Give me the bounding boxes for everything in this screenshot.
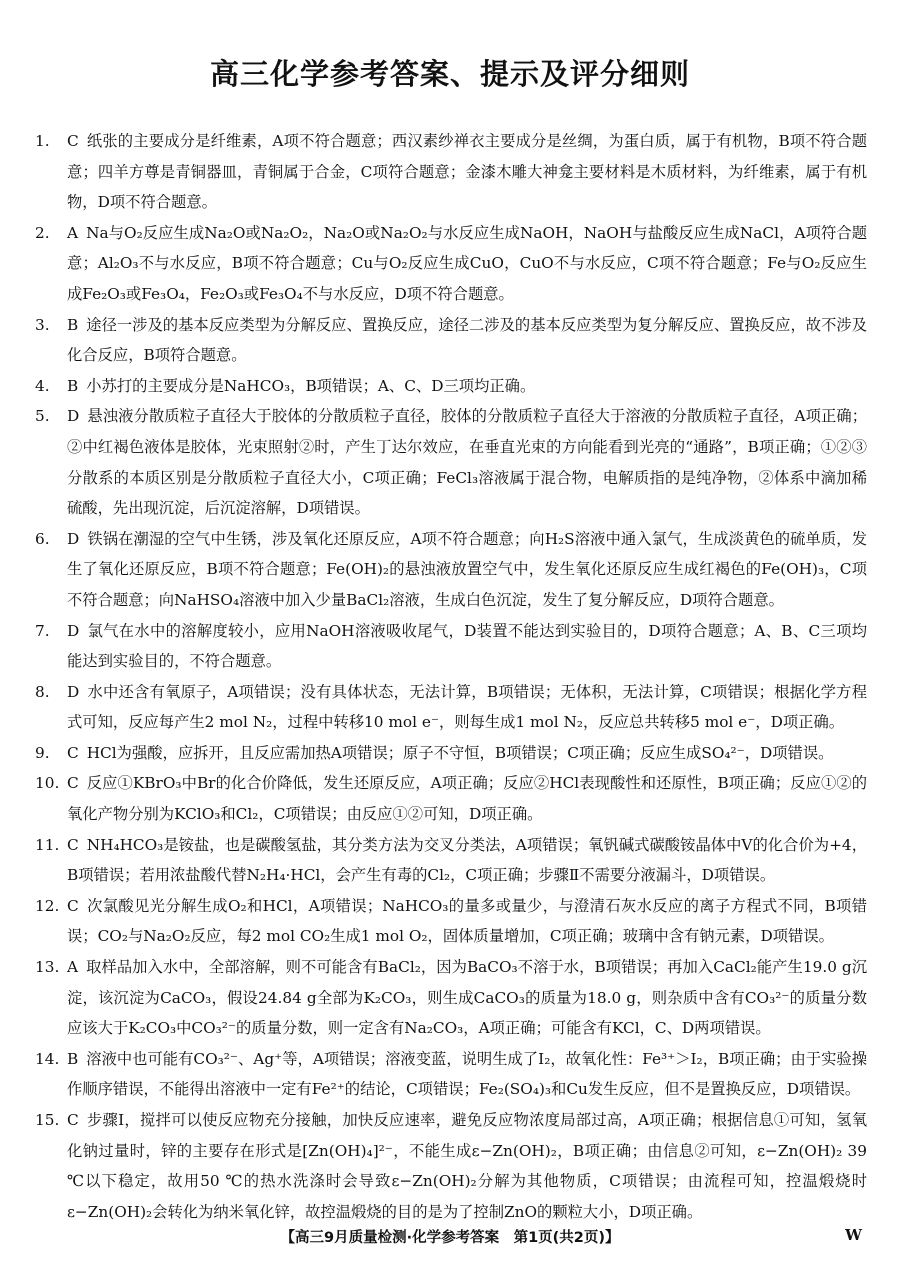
explanation-text: NH₄HCO₃是铵盐，也是碳酸氢盐，其分类方法为交叉分类法，A项错误；氧钒碱式碳酸铵晶体中V的化合价为+4，B项错误；若用浓盐酸代替N₂H₄·HCl，会产生有毒的Cl₂，C项正确；步骤Ⅱ不需要分液漏斗，D项错误。	[67, 835, 867, 885]
answer-letter: D	[67, 621, 80, 640]
question-number: 3.	[35, 315, 50, 334]
explanation-text: 小苏打的主要成分是NaHCO₃，B项错误；A、C、D三项均正确。	[86, 376, 536, 395]
question-number: 9.	[35, 743, 50, 762]
answer-letter: A	[67, 223, 79, 242]
answer-letter: C	[67, 1111, 79, 1129]
answer-item	[35, 1105, 867, 1227]
answer-item	[35, 401, 867, 523]
explanation-text: 铁锅在潮湿的空气中生锈，涉及氧化还原反应，A项不符合题意；向H₂S溶液中通入氯气，生成淡黄色的硫单质，发生了氧化还原反应，B项不符合题意；Fe(OH)₂的悬浊液放置空气中，发生氧化还原反应生成红褐色的Fe(OH)₃，C项不符合题意；向NaHSO₄溶液中加入少量BaCl₂溶液，生成白色沉淀，发生了复分解反应，D项符合题意。	[67, 529, 867, 609]
answer-letter: A	[67, 958, 79, 977]
explanation-text: 溶液中也可能有CO₃²⁻、Ag⁺等，A项错误；溶液变蓝，说明生成了I₂，故氧化性：Fe³⁺＞I₂，B项正确；由于实验操作顺序错误，不能得出溶液中一定有Fe²⁺的结论，C项错误；Fe₂(SO₄)₃和Cu发生反应，但不是置换反应，D项错误。	[67, 1049, 867, 1099]
page-title: 高三化学参考答案、提示及评分细则	[209, 57, 690, 91]
answer-letter: B	[67, 315, 79, 334]
question-number: 6.	[35, 529, 50, 548]
answer-letter: D	[67, 529, 80, 548]
question-number: 13.	[35, 958, 60, 977]
question-number: 4.	[35, 376, 50, 395]
explanation-text: 水中还含有氧原子，A项错误；没有具体状态，无法计算，B项错误；无体积，无法计算，C项错误；根据化学方程式可知，反应每产生2 mol N₂，过程中转移10 mol e⁻，则每生成1 mol N₂，反应总共转移5 mol e⁻，D项正确。	[67, 682, 867, 732]
explanation-text: 反应①KBrO₃中Br的化合价降低，发生还原反应，A项正确；反应②HCl表现酸性和还原性，B项正确；反应①②的氧化产物分别为KClO₃和Cl₂，C项错误；由反应①②可知，D项正确。	[67, 774, 867, 824]
answer-letter: C	[67, 774, 79, 793]
answer-item	[35, 768, 867, 829]
answer-letter: C	[67, 743, 79, 762]
explanation-text: 步骤Ⅰ，搅拌可以使反应物充分接触，加快反应速率，避免反应物浓度局部过高，A项正确；根据信息①可知，氢氧化钠过量时，锌的主要存在形式是[Zn(OH)₄]²⁻，不能生成ε−Zn(OH)₂，B项正确；由信息②可知，ε−Zn(OH)₂ 39 ℃以下稳定，故用50 ℃的热水洗涤时会导致ε−Zn(OH)₂分解为其他物质，C项错误；由流程可知，控温煅烧时ε−Zn(OH)₂会转化为纳米氧化锌，故控温煅烧的目的是为了控制ZnO的颗粒大小，D项正确。	[67, 1111, 867, 1221]
footer-mark: W	[845, 1226, 862, 1244]
answer-item	[35, 830, 867, 891]
question-number: 8.	[35, 682, 50, 701]
explanation-text: 悬浊液分散质粒子直径大于胶体的分散质粒子直径，胶体的分散质粒子直径大于溶液的分散质粒子直径，A项正确；②中红褐色液体是胶体，光束照射②时，产生丁达尔效应，在垂直光束的方向能看到光亮的“通路”，B项正确；①②③分散系的本质区别是分散质粒子直径大小，C项正确；FeCl₃溶液属于混合物，电解质指的是纯净物，②体系中滴加稀硫酸，先出现沉淀，后沉淀溶解，D项错误。	[67, 407, 867, 518]
answer-item	[35, 218, 867, 310]
answer-letter: D	[67, 682, 80, 701]
question-number: 7.	[35, 621, 50, 640]
answer-letter: B	[67, 1049, 79, 1068]
answer-letter: C	[67, 132, 79, 150]
answer-letter: D	[67, 407, 80, 426]
answer-item	[35, 371, 867, 402]
explanation-text: 氯气在水中的溶解度较小，应用NaOH溶液吸收尾气，D装置不能达到实验目的，D项符合题意；A、B、C三项均能达到实验目的，不符合题意。	[67, 621, 867, 671]
question-number: 14.	[35, 1049, 60, 1068]
explanation-text: 取样品加入水中，全部溶解，则不可能含有BaCl₂，因为BaCO₃不溶于水，B项错误；再加入CaCl₂能产生19.0 g沉淀，该沉淀为CaCO₃，假设24.84 g全部为K₂CO₃，则生成CaCO₃的质量为18.0 g，则杂质中含有CO₃²⁻的质量分数应该大于K₂CO₃中CO₃²⁻的质量分数，则一定含有Na₂CO₃，A项正确；可能含有KCl，C、D两项错误。	[67, 958, 867, 1038]
question-number: 15.	[35, 1111, 60, 1129]
answer-list	[35, 126, 867, 1227]
answer-item	[35, 126, 867, 218]
answer-item	[35, 616, 867, 677]
page-footer: 【高三9月质量检测·化学参考答案 第1页(共2页)】	[280, 1230, 620, 1246]
question-number: 2.	[35, 223, 50, 242]
explanation-text: Na与O₂反应生成Na₂O或Na₂O₂，Na₂O或Na₂O₂与水反应生成NaOH，NaOH与盐酸反应生成NaCl，A项符合题意；Al₂O₃不与水反应，B项不符合题意；Cu与O₂反应生成CuO，CuO不与水反应，C项不符合题意；Fe与O₂反应生成Fe₂O₃或Fe₃O₄，Fe₂O₃或Fe₃O₄不与水反应，D项不符合题意。	[67, 223, 867, 303]
answer-item	[35, 738, 867, 769]
question-number: 1.	[35, 132, 50, 150]
answer-item	[35, 1044, 867, 1105]
question-number: 10.	[35, 774, 60, 793]
explanation-text: 纸张的主要成分是纤维素，A项不符合题意；西汉素纱禅衣主要成分是丝绸，为蛋白质，属于有机物，B项不符合题意；四羊方尊是青铜器皿，青铜属于合金，C项符合题意；金漆木雕大神龛主要材料是木质材料，为纤维素，属于有机物，D项不符合题意。	[67, 132, 867, 212]
answer-letter: B	[67, 376, 79, 395]
answer-item	[35, 891, 867, 952]
answer-item	[35, 524, 867, 616]
answer-item	[35, 952, 867, 1044]
answer-item	[35, 677, 867, 738]
answer-letter: C	[67, 835, 79, 854]
explanation-text: 次氯酸见光分解生成O₂和HCl，A项错误；NaHCO₃的量多或量少，与澄清石灰水反应的离子方程式不同，B项错误；CO₂与Na₂O₂反应，每2 mol CO₂生成1 mol O₂，固体质量增加，C项正确；玻璃中含有钠元素，D项错误。	[67, 896, 867, 946]
question-number: 5.	[35, 407, 50, 426]
explanation-text: HCl为强酸，应拆开，且反应需加热A项错误；原子不守恒，B项错误；C项正确；反应生成SO₄²⁻，D项错误。	[86, 743, 834, 762]
answer-item	[35, 310, 867, 371]
question-number: 12.	[35, 896, 60, 915]
question-number: 11.	[35, 835, 60, 854]
explanation-text: 途径一涉及的基本反应类型为分解反应、置换反应，途径二涉及的基本反应类型为复分解反应、置换反应，故不涉及化合反应，B项符合题意。	[67, 315, 867, 365]
answer-letter: C	[67, 896, 79, 915]
